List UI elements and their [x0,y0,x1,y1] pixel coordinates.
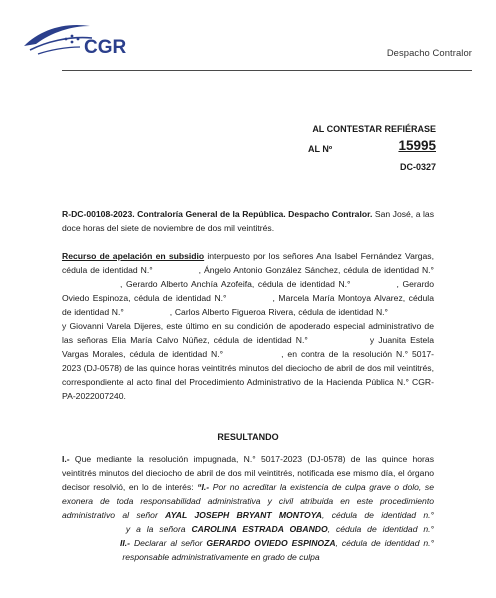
person-name: GERARDO OVIEDO ESPINOZA [206,538,336,548]
resultando-text: Que mediante la resolución impugnada, N.° 5017-2023 (DJ-0578) de las quince horas veintitrés minutos del dieciocho de abril de dos mil veintitrés, notificada ese mismo día, el órgano decisor resolvió, en lo de interés: [62,454,434,492]
resolution-title: R-DC-00108-2023. Contraloría General de la República. Despacho Contralor. [62,209,373,219]
reference-number-label: AL Nº [308,144,333,154]
cgr-logo-icon [22,20,152,65]
reference-code: DC-0327 [399,162,436,172]
cgr-logo [22,20,152,65]
person-name: AYAL JOSEPH BRYANT MONTOYA [165,510,323,520]
appeal-text-1: interpuesto por los señores Ana Isabel Fernández Vargas, cédula de identidad N.° [62,251,434,275]
section-heading: RESULTANDO [217,432,279,442]
header-divider [62,70,472,71]
appeal-text-9: , en contra de la resolución N.° 5017-2023 (DJ-0578) de las quince horas veintitrés minutos del dieciocho de abril de dos mil veintitrés, correspondiente al acto final del Procedimiento Administrativo de la Hacienda Pública N.° CGR-PA-2022007240. [62,349,434,401]
appeal-text-3: , Gerardo Alberto Anchía Azofeifa, cédula de identidad N.° [120,279,351,289]
quote-text-2: , cédula de identidad n.° [322,510,434,520]
paragraph-resultando-1 [62,452,434,564]
quote-item-number: “I.- [197,482,210,492]
appeal-text-7: y Giovanni Varela Dijeres, este último en su condición de apoderado especial administrativo de las señoras Elia María Calvo Núñez, cédula de identidad N.° [62,321,434,345]
person-name: CAROLINA ESTRADA OBANDO [191,524,328,534]
resolution-date: San José, a las doce horas del siete de noviembre de dos mil veintitrés. [62,209,434,233]
quote-text-4: , cédula de identidad n.° [327,524,434,534]
appeal-text-5: , Marcela María Montoya Alvarez, cédula de identidad N.° [62,293,434,317]
quote-text-5: Declarar al señor [130,538,207,548]
appeal-text-4: , Gerardo Oviedo Espinoza, cédula de identidad N.° [62,279,434,303]
appeal-text-2: , Ángelo Antonio González Sánchez, cédula de identidad N.° [198,265,434,275]
quote-text-7: responsable administrativamente en grado de culpa [120,552,320,562]
item-number: I.- [62,454,70,464]
reference-label: AL CONTESTAR REFIÉRASE [312,124,436,134]
quote-item-number: II.- [120,538,131,548]
office-name: Despacho Contralor [386,47,472,58]
logo-text: CGR [84,37,127,58]
quote-text-6: , cédula de identidad n.° [335,538,435,548]
appeal-title: Recurso de apelación en subsidio [62,251,205,261]
appeal-text-6: , Carlos Alberto Figueroa Rivera, cédula de identidad N.° [169,307,388,317]
reference-number: 15995 [398,138,436,153]
paragraph-appeal [62,249,434,403]
appeal-text-8: y Juanita Estela Vargas Morales, cédula de identidad N.° [62,335,435,359]
quote-text-1: Por no acreditar la existencia de culpa grave o dolo, se exonera de toda responsabilidad administrativa y civil atribuida en este procedimiento administrativo al señor [62,482,434,520]
quote-text-3: y a la señora [120,524,192,534]
paragraph-resolution [62,207,434,235]
